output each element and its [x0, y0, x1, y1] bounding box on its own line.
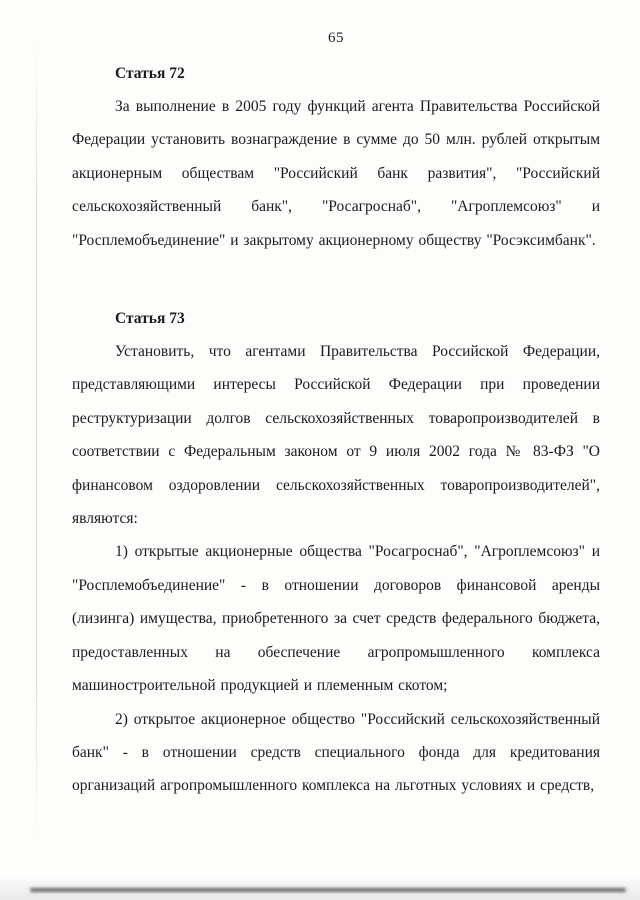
article-72-paragraph: За выполнение в 2005 году функций агента Правительства Российской Федерации установить вознаграждение в сумме до 50 млн. рублей открытым акционерным обществам "Российский банк развития", "Российский сельскохозяйственный банк", "Росагроснаб", "Агроплемсоюз" и "Росплемобъединение" и закрытому акционерному обществу "Росэксимбанк".	[72, 98, 600, 249]
article-72-heading: Статья 72	[115, 65, 185, 82]
scan-artifact-left-edge	[36, 40, 37, 840]
scan-artifact-bottom-shade	[0, 874, 640, 900]
page-number: 65	[328, 30, 344, 46]
scan-artifact-bottom-edge	[30, 888, 626, 892]
article-73-item-1: 1) открытые акционерные общества "Росагроснаб", "Агроплемсоюз" и "Росплемобъединение" - в отношении договоров финансовой аренды (лизинга) имущества, приобретенного за счет средств федерального бюджета, предоставленных на обеспечение агропромышленного комплекса машиностроительной продукцией и племенным скотом;	[72, 543, 600, 695]
article-73-paragraph-intro: Установить, что агентами Правительства Российской Федерации, представляющими интересы Российской Федерации при проведении реструктуризации долгов сельскохозяйственных товаропроизводителей в соответствии с Федеральным законом от 9 июля 2002 года № 83-ФЗ "О финансовом оздоровлении сельскохозяйственных товаропроизводителей", являются:	[72, 343, 600, 528]
article-73-heading: Статья 73	[115, 310, 185, 328]
article-73-item-2: 2) открытое акционерное общество "Российский сельскохозяйственный банк" - в отношении средств специального фонда для кредитования организаций агропромышленного комплекса на льготных условиях и средств,	[72, 710, 600, 795]
page-content	[72, 22, 600, 803]
